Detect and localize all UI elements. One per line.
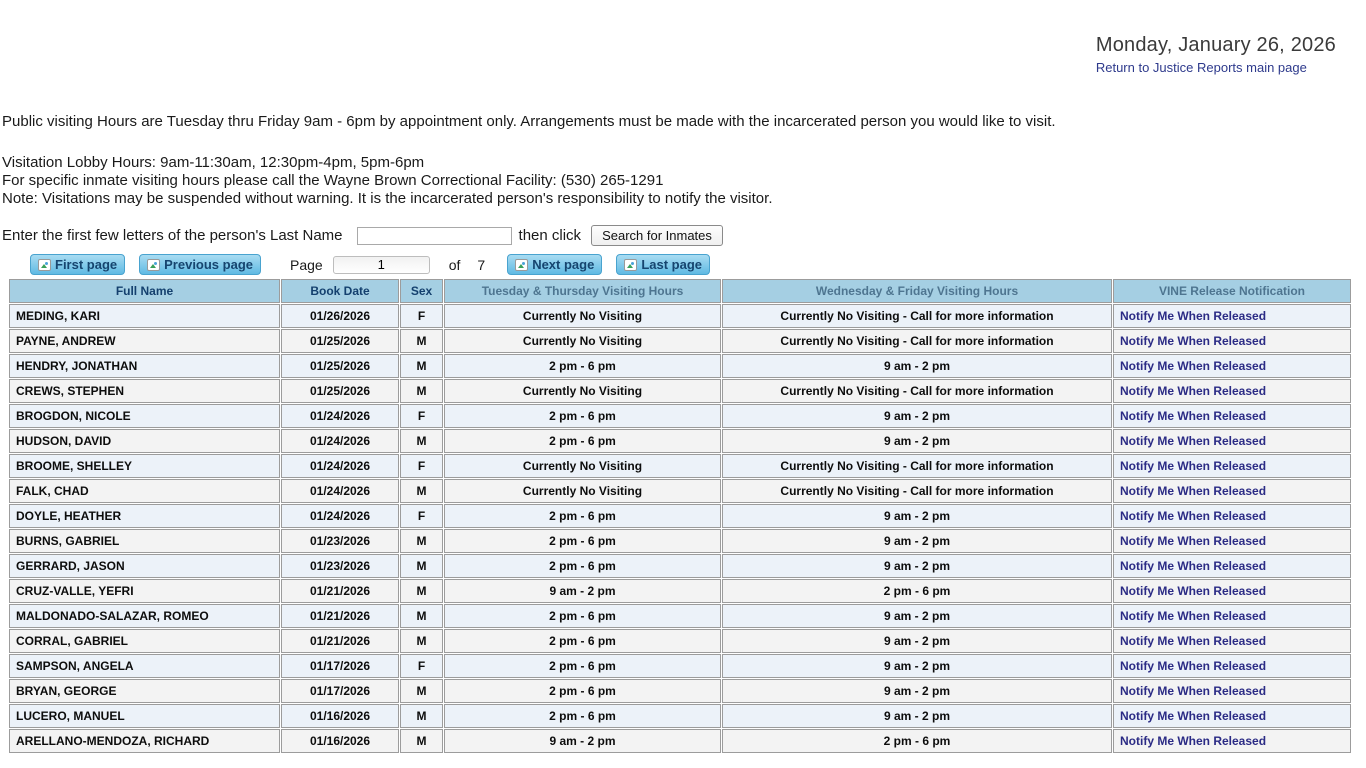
wed-fri-hours-cell: 9 am - 2 pm: [722, 704, 1112, 728]
table-row: [9, 704, 1351, 728]
inmate-name-cell: ARELLANO-MENDOZA, RICHARD: [9, 729, 280, 753]
broken-image-icon: [38, 259, 51, 271]
table-row: [9, 729, 1351, 753]
first-page-button[interactable]: [30, 254, 125, 275]
sex-cell: F: [400, 304, 443, 328]
tue-thu-hours-cell: 2 pm - 6 pm: [444, 504, 721, 528]
vine-notification-cell: [1113, 404, 1351, 428]
search-for-inmates-button[interactable]: Search for Inmates: [591, 225, 723, 246]
lobby-hours-text: Visitation Lobby Hours: 9am-11:30am, 12:30pm-4pm, 5pm-6pm: [2, 154, 425, 171]
sex-cell: M: [400, 379, 443, 403]
sex-cell: F: [400, 654, 443, 678]
vine-notification-cell: [1113, 529, 1351, 553]
vine-notification-cell: [1113, 679, 1351, 703]
tue-thu-hours-cell: 2 pm - 6 pm: [444, 654, 721, 678]
table-row: [9, 454, 1351, 478]
inmate-name-cell: BURNS, GABRIEL: [9, 529, 280, 553]
book-date-cell: 01/23/2026: [281, 529, 399, 553]
vine-notification-cell: [1113, 454, 1351, 478]
table-row: [9, 354, 1351, 378]
notify-me-when-released-link[interactable]: Notify Me When Released: [1120, 359, 1267, 373]
next-page-button[interactable]: [507, 254, 602, 275]
inmate-name-cell: CORRAL, GABRIEL: [9, 629, 280, 653]
notify-me-when-released-link[interactable]: Notify Me When Released: [1120, 434, 1267, 448]
inmate-name-cell: SAMPSON, ANGELA: [9, 654, 280, 678]
table-row: [9, 304, 1351, 328]
header-date-block: [1096, 34, 1336, 77]
tue-thu-hours-cell: 2 pm - 6 pm: [444, 604, 721, 628]
tue-thu-hours-cell: Currently No Visiting: [444, 304, 721, 328]
sex-cell: M: [400, 629, 443, 653]
sex-cell: F: [400, 404, 443, 428]
inmate-name-cell: CRUZ-VALLE, YEFRI: [9, 579, 280, 603]
vine-notification-cell: [1113, 704, 1351, 728]
pagination-row: [30, 254, 1366, 275]
inmate-name-cell: HUDSON, DAVID: [9, 429, 280, 453]
inmate-name-cell: GERRARD, JASON: [9, 554, 280, 578]
table-row: [9, 679, 1351, 703]
notify-me-when-released-link[interactable]: Notify Me When Released: [1120, 584, 1267, 598]
inmate-name-cell: FALK, CHAD: [9, 479, 280, 503]
wed-fri-hours-cell: 9 am - 2 pm: [722, 404, 1112, 428]
book-date-cell: 01/26/2026: [281, 304, 399, 328]
table-row: [9, 329, 1351, 353]
wed-fri-hours-cell: 9 am - 2 pm: [722, 354, 1112, 378]
tue-thu-hours-cell: 2 pm - 6 pm: [444, 679, 721, 703]
inmate-name-cell: BRYAN, GEORGE: [9, 679, 280, 703]
sex-cell: M: [400, 679, 443, 703]
table-row: [9, 479, 1351, 503]
inmate-name-cell: BROGDON, NICOLE: [9, 404, 280, 428]
vine-notification-cell: [1113, 354, 1351, 378]
sex-cell: M: [400, 554, 443, 578]
wed-fri-hours-cell: Currently No Visiting - Call for more information: [722, 379, 1112, 403]
wed-fri-hours-cell: Currently No Visiting - Call for more information: [722, 304, 1112, 328]
book-date-cell: 01/16/2026: [281, 704, 399, 728]
book-date-cell: 01/17/2026: [281, 679, 399, 703]
wed-fri-hours-cell: 9 am - 2 pm: [722, 629, 1112, 653]
tue-thu-hours-cell: 9 am - 2 pm: [444, 579, 721, 603]
wed-fri-hours-cell: 9 am - 2 pm: [722, 604, 1112, 628]
book-date-cell: 01/16/2026: [281, 729, 399, 753]
wed-fri-hours-cell: 9 am - 2 pm: [722, 504, 1112, 528]
inmate-name-cell: BROOME, SHELLEY: [9, 454, 280, 478]
of-label: of: [448, 256, 461, 273]
tue-thu-hours-cell: 2 pm - 6 pm: [444, 704, 721, 728]
vine-notification-cell: [1113, 504, 1351, 528]
wed-fri-hours-cell: 9 am - 2 pm: [722, 679, 1112, 703]
book-date-cell: 01/25/2026: [281, 354, 399, 378]
sex-cell: M: [400, 329, 443, 353]
vine-notification-cell: [1113, 654, 1351, 678]
table-row: [9, 579, 1351, 603]
tue-thu-hours-cell: Currently No Visiting: [444, 454, 721, 478]
wed-fri-hours-cell: 9 am - 2 pm: [722, 529, 1112, 553]
book-date-cell: 01/21/2026: [281, 604, 399, 628]
sex-cell: M: [400, 579, 443, 603]
tue-thu-hours-cell: 2 pm - 6 pm: [444, 529, 721, 553]
book-date-cell: 01/25/2026: [281, 329, 399, 353]
column-header-book-date: Book Date: [281, 279, 399, 303]
notify-me-when-released-link[interactable]: Notify Me When Released: [1120, 559, 1267, 573]
public-visiting-hours-text: Public visiting Hours are Tuesday thru Friday 9am - 6pm by appointment only. Arrangements must be made with the incarcerated person you would like to visit.: [2, 113, 1056, 130]
table-row: [9, 429, 1351, 453]
book-date-cell: 01/24/2026: [281, 479, 399, 503]
table-row: [9, 554, 1351, 578]
sex-cell: M: [400, 729, 443, 753]
inmate-name-cell: MALDONADO-SALAZAR, ROMEO: [9, 604, 280, 628]
broken-image-icon: [624, 259, 637, 271]
facility-info-block: [2, 154, 1366, 208]
search-row: [2, 225, 1366, 246]
column-header-tue-thu-hours: Tuesday & Thursday Visiting Hours: [444, 279, 721, 303]
notify-me-when-released-link[interactable]: Notify Me When Released: [1120, 534, 1267, 548]
notify-me-when-released-link[interactable]: Notify Me When Released: [1120, 659, 1267, 673]
vine-notification-cell: [1113, 304, 1351, 328]
vine-notification-cell: [1113, 729, 1351, 753]
page-label: Page: [290, 256, 323, 273]
notify-me-when-released-link[interactable]: Notify Me When Released: [1120, 709, 1267, 723]
tue-thu-hours-cell: 2 pm - 6 pm: [444, 629, 721, 653]
return-to-justice-reports-link[interactable]: Return to Justice Reports main page: [1095, 60, 1307, 75]
last-name-input[interactable]: [357, 227, 512, 245]
table-row: [9, 504, 1351, 528]
tue-thu-hours-cell: 2 pm - 6 pm: [444, 404, 721, 428]
tue-thu-hours-cell: Currently No Visiting: [444, 479, 721, 503]
sex-cell: M: [400, 429, 443, 453]
search-prompt-label: Enter the first few letters of the person's Last Name: [2, 227, 343, 244]
tue-thu-hours-cell: 2 pm - 6 pm: [444, 429, 721, 453]
book-date-cell: 01/25/2026: [281, 379, 399, 403]
sex-cell: F: [400, 454, 443, 478]
notify-me-when-released-link[interactable]: Notify Me When Released: [1120, 384, 1267, 398]
column-header-sex: Sex: [400, 279, 443, 303]
visitation-note-text: Note: Visitations may be suspended without warning. It is the incarcerated person's responsibility to notify the visitor.: [2, 190, 773, 207]
book-date-cell: 01/24/2026: [281, 429, 399, 453]
tue-thu-hours-cell: Currently No Visiting: [444, 329, 721, 353]
table-row: [9, 654, 1351, 678]
page-number-input[interactable]: [333, 256, 430, 274]
vine-notification-cell: [1113, 429, 1351, 453]
notify-me-when-released-link[interactable]: Notify Me When Released: [1120, 734, 1267, 748]
notify-me-when-released-link[interactable]: Notify Me When Released: [1120, 409, 1267, 423]
last-page-button[interactable]: [616, 254, 710, 275]
inmate-visitation-table: [8, 278, 1352, 754]
table-row: [9, 379, 1351, 403]
sex-cell: M: [400, 704, 443, 728]
wed-fri-hours-cell: 2 pm - 6 pm: [722, 729, 1112, 753]
table-row: [9, 604, 1351, 628]
wed-fri-hours-cell: 9 am - 2 pm: [722, 654, 1112, 678]
book-date-cell: 01/24/2026: [281, 404, 399, 428]
notify-me-when-released-link[interactable]: Notify Me When Released: [1120, 309, 1267, 323]
book-date-cell: 01/24/2026: [281, 454, 399, 478]
notify-me-when-released-link[interactable]: Notify Me When Released: [1120, 459, 1267, 473]
broken-image-icon: [515, 259, 528, 271]
notify-me-when-released-link[interactable]: Notify Me When Released: [1120, 684, 1267, 698]
previous-page-label: Previous page: [164, 257, 253, 272]
broken-image-icon: [147, 259, 160, 271]
column-header-full-name: Full Name: [9, 279, 280, 303]
tue-thu-hours-cell: Currently No Visiting: [444, 379, 721, 403]
current-date: Monday, January 26, 2026: [1095, 34, 1336, 56]
book-date-cell: 01/17/2026: [281, 654, 399, 678]
inmate-name-cell: PAYNE, ANDREW: [9, 329, 280, 353]
sex-cell: M: [400, 529, 443, 553]
notify-me-when-released-link[interactable]: Notify Me When Released: [1120, 609, 1267, 623]
tue-thu-hours-cell: 2 pm - 6 pm: [444, 354, 721, 378]
vine-notification-cell: [1113, 604, 1351, 628]
inmate-name-cell: DOYLE, HEATHER: [9, 504, 280, 528]
total-pages-value: 7: [477, 256, 486, 273]
vine-notification-cell: [1113, 329, 1351, 353]
next-page-label: Next page: [532, 257, 595, 272]
main-content: [0, 113, 1366, 275]
book-date-cell: 01/23/2026: [281, 554, 399, 578]
book-date-cell: 01/21/2026: [281, 629, 399, 653]
inmate-name-cell: HENDRY, JONATHAN: [9, 354, 280, 378]
inmate-name-cell: CREWS, STEPHEN: [9, 379, 280, 403]
table-header-row: [9, 279, 1351, 303]
table-row: [9, 629, 1351, 653]
vine-notification-cell: [1113, 554, 1351, 578]
notify-me-when-released-link[interactable]: Notify Me When Released: [1120, 484, 1267, 498]
table-row: [9, 404, 1351, 428]
previous-page-button[interactable]: [139, 254, 261, 275]
vine-notification-cell: [1113, 479, 1351, 503]
book-date-cell: 01/21/2026: [281, 579, 399, 603]
inmate-name-cell: LUCERO, MANUEL: [9, 704, 280, 728]
sex-cell: F: [400, 504, 443, 528]
wed-fri-hours-cell: Currently No Visiting - Call for more information: [722, 329, 1112, 353]
column-header-vine: VINE Release Notification: [1113, 279, 1351, 303]
wed-fri-hours-cell: 9 am - 2 pm: [722, 429, 1112, 453]
tue-thu-hours-cell: 9 am - 2 pm: [444, 729, 721, 753]
notify-me-when-released-link[interactable]: Notify Me When Released: [1120, 634, 1267, 648]
sex-cell: M: [400, 354, 443, 378]
vine-notification-cell: [1113, 379, 1351, 403]
notify-me-when-released-link[interactable]: Notify Me When Released: [1120, 509, 1267, 523]
then-click-label: then click: [518, 227, 582, 244]
vine-notification-cell: [1113, 629, 1351, 653]
inmate-name-cell: MEDING, KARI: [9, 304, 280, 328]
vine-notification-cell: [1113, 579, 1351, 603]
sex-cell: M: [400, 479, 443, 503]
facility-phone-text: For specific inmate visiting hours please call the Wayne Brown Correctional Facility: (530) 265-1291: [2, 172, 664, 189]
table-row: [9, 529, 1351, 553]
last-page-label: Last page: [641, 257, 703, 272]
wed-fri-hours-cell: 9 am - 2 pm: [722, 554, 1112, 578]
tue-thu-hours-cell: 2 pm - 6 pm: [444, 554, 721, 578]
book-date-cell: 01/24/2026: [281, 504, 399, 528]
wed-fri-hours-cell: Currently No Visiting - Call for more information: [722, 454, 1112, 478]
notify-me-when-released-link[interactable]: Notify Me When Released: [1120, 334, 1267, 348]
wed-fri-hours-cell: 2 pm - 6 pm: [722, 579, 1112, 603]
sex-cell: M: [400, 604, 443, 628]
wed-fri-hours-cell: Currently No Visiting - Call for more information: [722, 479, 1112, 503]
column-header-wed-fri-hours: Wednesday & Friday Visiting Hours: [722, 279, 1112, 303]
first-page-label: First page: [55, 257, 118, 272]
